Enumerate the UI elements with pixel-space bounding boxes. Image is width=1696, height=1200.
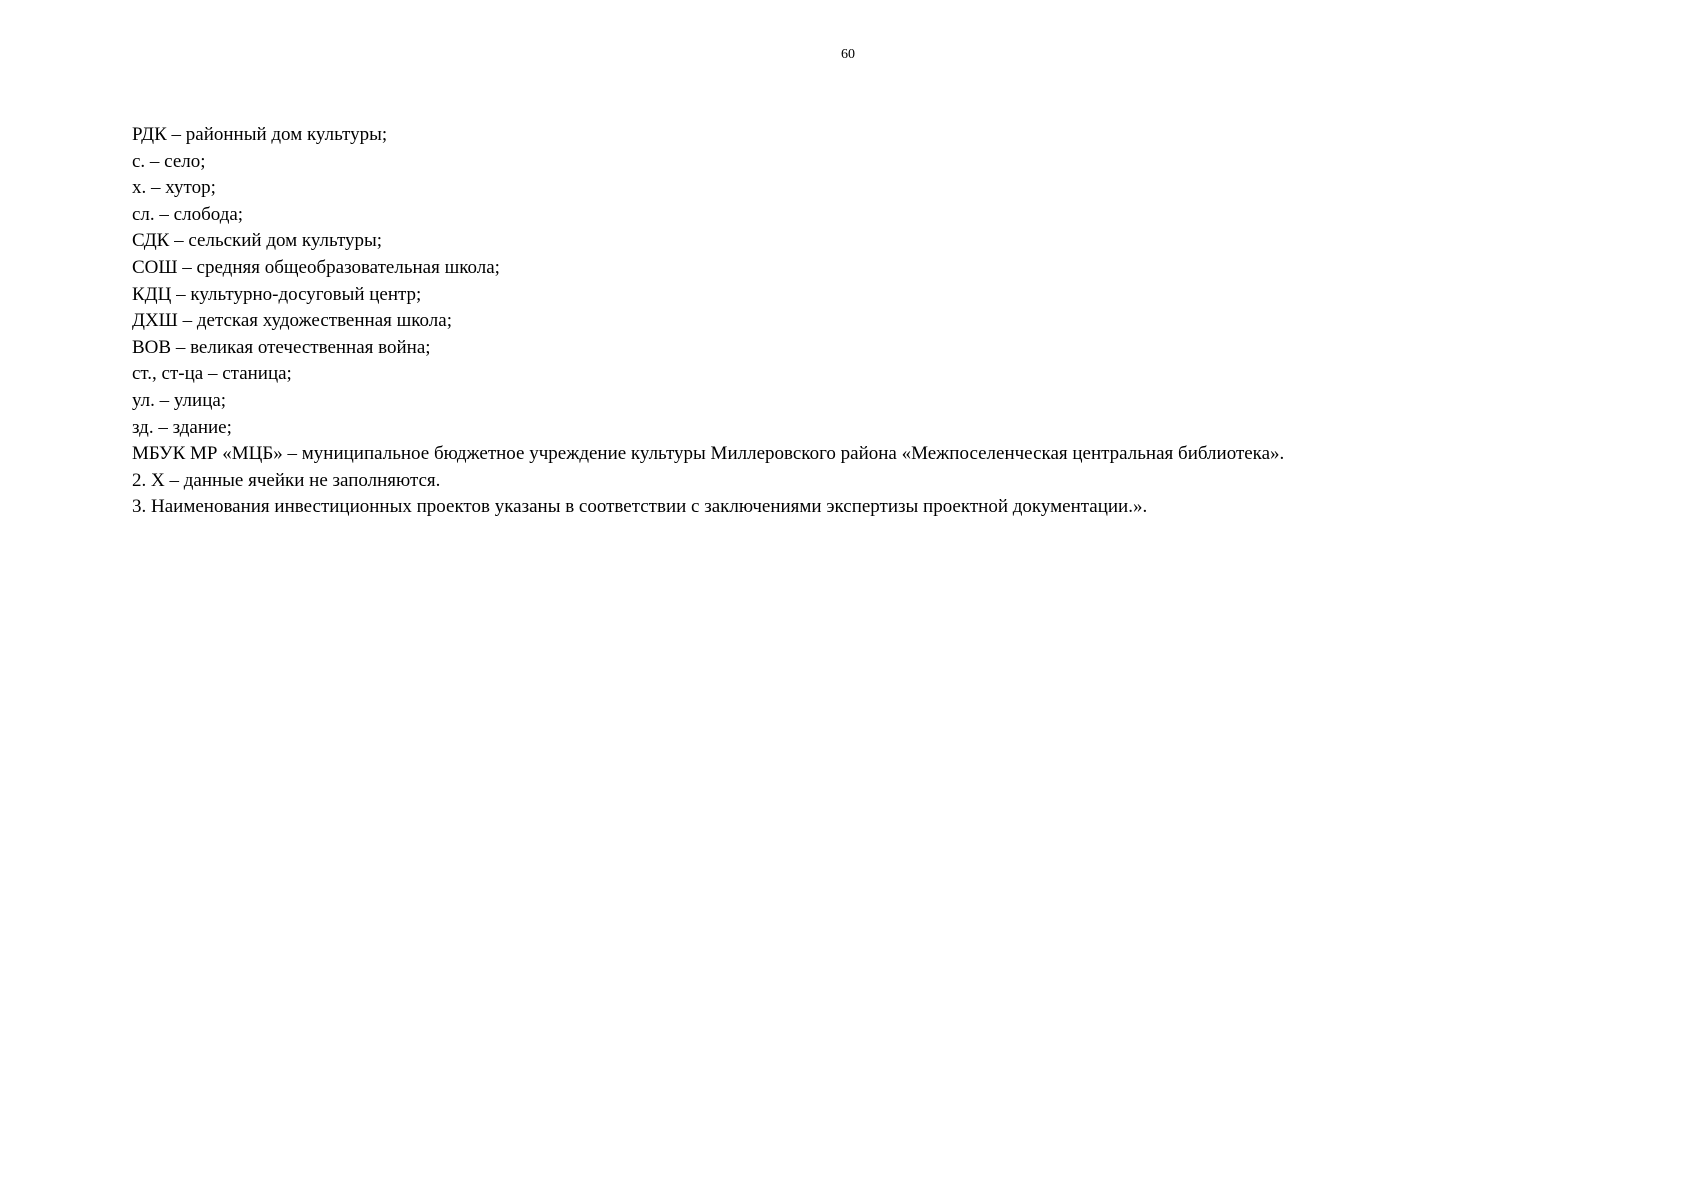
page-number: 60 [841,47,855,62]
note-line: ДХШ – детская художественная школа; [132,310,452,332]
note-line: РДК – районный дом культуры; [132,124,388,145]
note-line: ул. – улица; [132,389,227,411]
note-line: ВОВ – великая отечественная война; [132,336,431,358]
note-line: с. – село; [132,150,206,172]
note-line: 3. Наименования инвестиционных проектов указаны в соответствии с заключениями экспертизы проектной документации.». [132,496,1148,518]
note-line: СДК – сельский дом культуры; [132,230,383,252]
abbreviations-notes [132,122,1582,521]
note-line: 2. Х – данные ячейки не заполняются. [132,469,441,491]
note-line: зд. – здание; [132,416,232,438]
note-line: МБУК МР «МЦБ» – муниципальное бюджетное учреждение культуры Миллеровского района «Межпоселенческая центральная библиотека». [132,443,1285,465]
note-line: х. – хутор; [132,177,216,199]
note-line: ст., ст-ца – станица; [132,363,292,385]
note-line: КДЦ – культурно-досуговый центр; [132,283,422,305]
note-line: сл. – слобода; [132,203,244,225]
note-line: СОШ – средняя общеобразовательная школа; [132,256,500,278]
